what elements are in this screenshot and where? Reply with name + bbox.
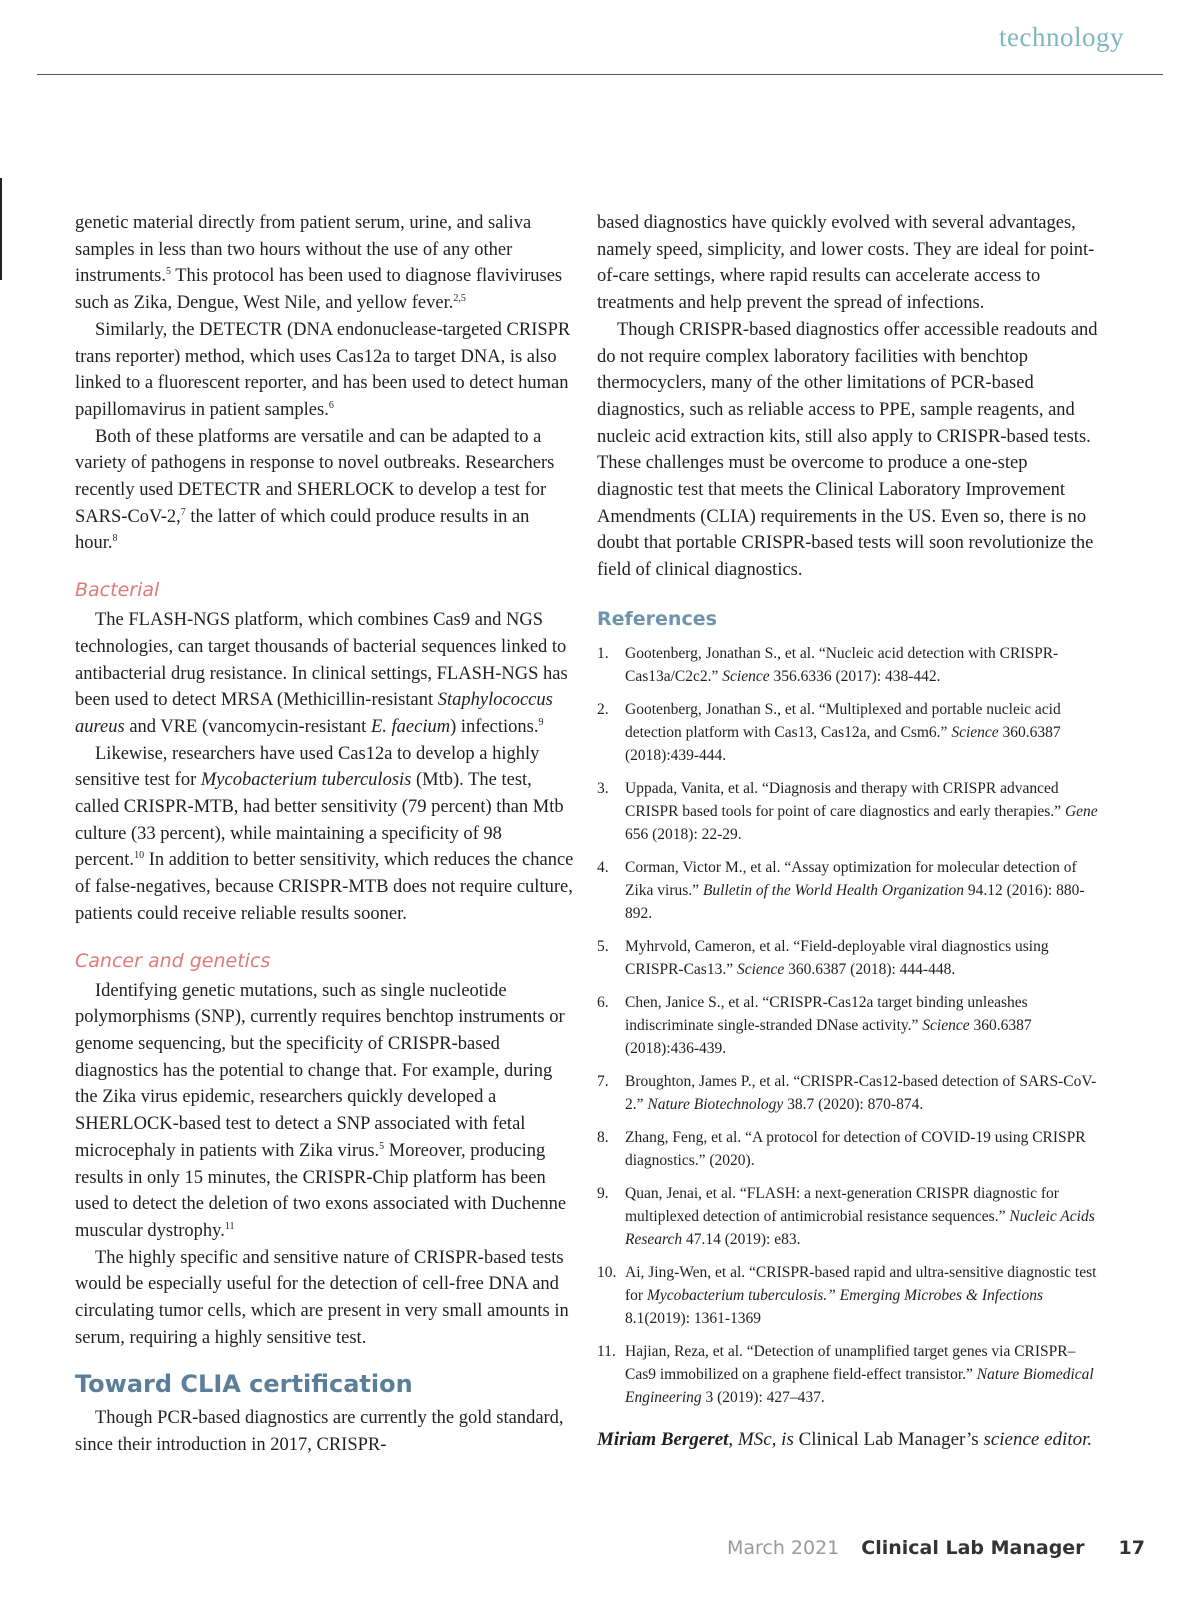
paragraph: genetic material directly from patient serum, urine, and saliva samples in less than two hours without the use of any other instruments.$^5$ This protocol has been used to diagnose flaviviruses such as Zika, Dengue, West Nile, and yellow fever.$^{2,5}$ [75,213,563,314]
subheading-cancer-genetics: Cancer and genetics [75,949,271,972]
subheading-bacterial: Bacterial [75,579,160,602]
paragraph: Though PCR-based diagnostics are currently the gold standard, since their introduction in 2017, CRISPR- [75,1408,564,1456]
section-heading-clia: Toward CLIA certification [75,1370,413,1399]
paragraph: Likewise, researchers have used Cas12a to develop a highly sensitive test for Mycobacterium tuberculosis (Mtb). The test, called CRISPR-MTB, had better sensitivity (79 percent) than Mtb culture (33 percent), while maintaining a specificity of 98 percent.$^{10}$ In addition to better sensitivity, which reduces the chance of false-negatives, because CRISPR-MTB does not require culture, patients could receive reliable results sooner. [75,743,574,924]
reference-item: 2. Gootenberg, Jonathan S., et al. “Multiplexed and portable nucleic acid detection platform with Cas13, Cas12a, and Csm6.” Science 360.6387 (2018):439-444. [597,700,1061,764]
reference-item: 7. Broughton, James P., et al. “CRISPR-Cas12-based detection of SARS-CoV-2.” Nature Biotechnology 38.7 (2020): 870-874. [597,1072,1097,1113]
reference-item: 6. Chen, Janice S., et al. “CRISPR-Cas12a target binding unleashes indiscriminate single-stranded DNase activity.” Science 360.6387 (2018):436-439. [597,993,1032,1057]
page-number: 17 [1118,1537,1145,1559]
reference-item: 11. Hajian, Reza, et al. “Detection of unamplified target genes via CRISPR–Cas9 immobilized on a graphene field-effect transistor.” Nature Biomedical Engineering 3 (2019): 427–437. [597,1342,1094,1406]
paragraph: The FLASH-NGS platform, which combines Cas9 and NGS technologies, can target thousands of bacterial sequences linked to antibacterial drug resistance. In clinical settings, FLASH-NGS has been used to detect MRSA (Methicillin-resistant Staphylococcus aureus and VRE (vancomycin-resistant E. faecium) infections.$^9$ [75,610,568,737]
magazine-title: Clinical Lab Manager [861,1537,1085,1559]
paragraph: Similarly, the DETECTR (DNA endonuclease-targeted CRISPR trans reporter) method, which uses Cas12a to target DNA, is also linked to a fluorescent reporter, and has been used to detect human papillomavirus in patient samples.$^6$ [75,319,571,420]
reference-item: 9. Quan, Jenai, et al. “FLASH: a next-generation CRISPR diagnostic for multiplexed detection of antimicrobial resistance sequences.” Nucleic Acids Research 47.14 (2019): e83. [597,1184,1095,1248]
reference-item: 10. Ai, Jing-Wen, et al. “CRISPR-based rapid and ultra-sensitive diagnostic test for Mycobacterium tuberculosis.” Emerging Microbes & Infections 8.1(2019): 1361-1369 [597,1263,1097,1327]
header-rule [37,74,1163,75]
left-column [75,210,575,1459]
references-list [597,642,1102,1409]
reference-item: 3. Uppada, Vanita, et al. “Diagnosis and therapy with CRISPR advanced CRISPR based tools for point of care diagnostics and early therapies.” Gene 656 (2018): 22-29. [597,779,1098,843]
paragraph: The highly specific and sensitive nature of CRISPR-based tests would be especially useful for the detection of cell-free DNA and circulating tumor cells, which are present in very small amounts in serum, requiring a highly sensitive test. [75,1247,569,1348]
author-byline: Miriam Bergeret, MSc, is Clinical Lab Manager’s science editor. [597,1428,1093,1450]
paragraph: Identifying genetic mutations, such as single nucleotide polymorphisms (SNP), currently requires benchtop instruments or genome sequencing, but the specificity of CRISPR-based diagnostics has the potential to change that. For example, during the Zika virus epidemic, researchers quickly developed a SHERLOCK-based test to detect a SNP associated with fetal microcephaly in patients with Zika virus.$^5$ Moreover, producing results in only 15 minutes, the CRISPR-Chip platform has been used to detect the deletion of two exons associated with Duchenne muscular dystrophy.$^{11}$ [75,980,567,1241]
issue-date: March 2021 [726,1537,840,1559]
reference-item: 5. Myhrvold, Cameron, et al. “Field-deployable viral diagnostics using CRISPR-Cas13.” Science 360.6387 (2018): 444-448. [597,937,1049,978]
page-footer [727,1537,1145,1559]
paragraph: Both of these platforms are versatile and can be adapted to a variety of pathogens in response to novel outbreaks. Researchers recently used DETECTR and SHERLOCK to develop a test for SARS-CoV-2,$^7$ the latter of which could produce results in an hour.$^8$ [75,426,555,554]
section-tag: technology [999,22,1124,52]
right-column [597,210,1102,1454]
references-heading: References [597,607,717,630]
margin-mark [0,178,2,280]
paragraph: Though CRISPR-based diagnostics offer accessible readouts and do not require complex laboratory facilities with benchtop thermocyclers, many of the other limitations of PCR-based diagnostics, such as reliable access to PPE, sample reagents, and nucleic acid extraction kits, still also apply to CRISPR-based tests. These challenges must be overcome to produce a one-step diagnostic test that meets the Clinical Laboratory Improvement Amendments (CLIA) requirements in the US. Even so, there is no doubt that portable CRISPR-based tests will soon revolutionize the field of clinical diagnostics. [597,319,1098,581]
reference-item: 1. Gootenberg, Jonathan S., et al. “Nucleic acid detection with CRISPR-Cas13a/C2c2.” Science 356.6336 (2017): 438-442. [597,644,1059,685]
reference-item: 8. Zhang, Feng, et al. “A protocol for detection of COVID-19 using CRISPR diagnostics.” (2020). [597,1128,1086,1169]
paragraph: based diagnostics have quickly evolved with several advantages, namely speed, simplicity, and lower costs. They are ideal for point-of-care settings, where rapid results can accelerate access to treatments and help prevent the spread of infections. [597,213,1095,314]
reference-item: 4. Corman, Victor M., et al. “Assay optimization for molecular detection of Zika virus.” Bulletin of the World Health Organization 94.12 (2016): 880-892. [597,858,1085,922]
